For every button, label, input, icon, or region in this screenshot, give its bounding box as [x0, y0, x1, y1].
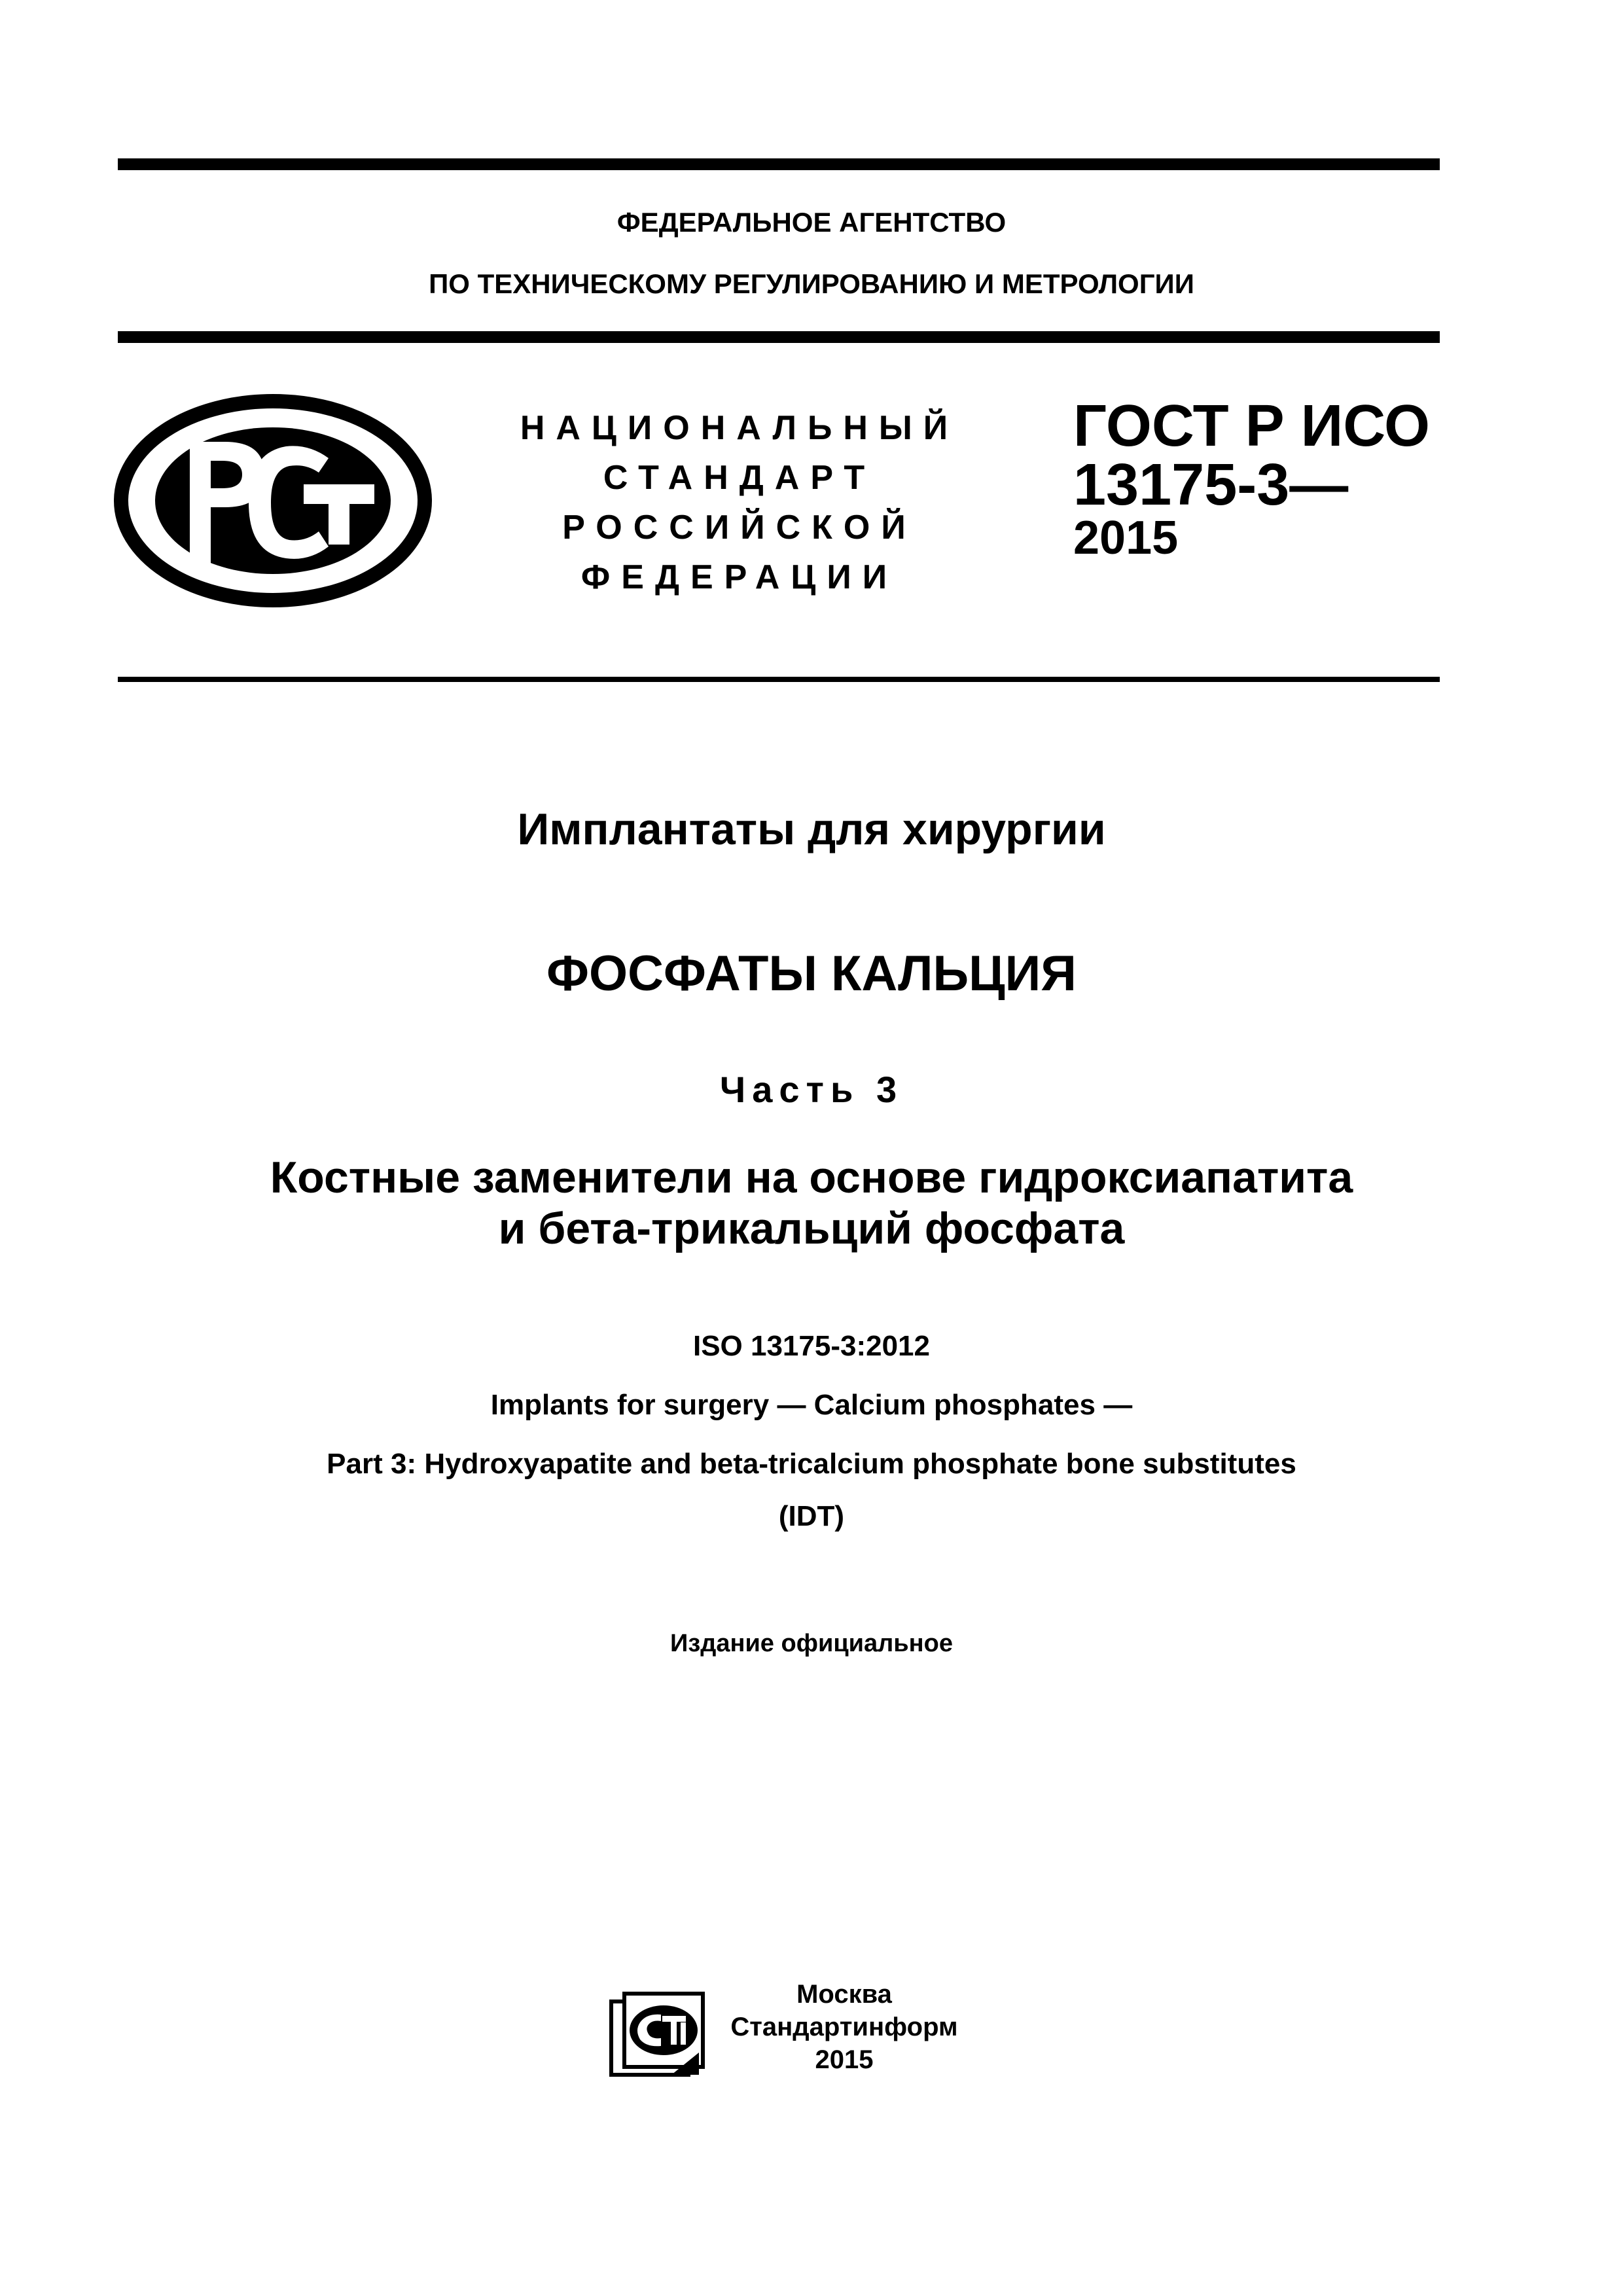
standartinform-logo-icon — [609, 1990, 707, 2085]
gost-designation-line-2: 13175-3— — [1073, 452, 1349, 518]
edition-label: Издание официальное — [670, 1630, 953, 1657]
national-standard-line-2: СТАНДАРТ — [603, 459, 876, 497]
agency-line-1: ФЕДЕРАЛЬНОЕ АГЕНТСТВО — [616, 207, 1007, 238]
subtitle-line-1: Костные заменители на основе гидроксиапатита — [270, 1153, 1353, 1202]
standard-block-bottom-rule — [118, 677, 1440, 682]
subtitle-line-2: и бета-трикальций фосфата — [498, 1204, 1125, 1253]
iso-number: ISO 13175-3:2012 — [692, 1330, 931, 1362]
iso-title-line-1: Implants for surgery — Calcium phosphates — — [490, 1389, 1133, 1421]
agency-bottom-rule — [118, 331, 1440, 343]
iso-degree: (IDT) — [778, 1500, 845, 1532]
publisher-city: Москва — [796, 1980, 892, 2009]
national-standard-line-3: РОССИЙСКОЙ — [562, 509, 917, 547]
gost-designation-line-1: ГОСТ Р ИСО — [1073, 393, 1431, 459]
top-rule — [118, 158, 1440, 170]
national-standard-line-4: ФЕДЕРАЦИИ — [580, 558, 899, 596]
iso-title-line-2: Part 3: Hydroxyapatite and beta-tricalcium phosphate bone substitutes — [327, 1448, 1296, 1480]
main-title: ФОСФАТЫ КАЛЬЦИЯ — [546, 946, 1077, 1001]
gost-designation-line-3: 2015 — [1073, 512, 1179, 564]
publisher-name: Стандартинформ — [730, 2013, 958, 2041]
part-number: Часть 3 — [719, 1069, 904, 1110]
agency-line-2: ПО ТЕХНИЧЕСКОМУ РЕГУЛИРОВАНИЮ И МЕТРОЛОГИИ — [429, 268, 1194, 299]
general-title: Имплантаты для хирургии — [517, 804, 1106, 854]
rst-logo-icon — [113, 393, 433, 609]
national-standard-line-1: НАЦИОНАЛЬНЫЙ — [520, 409, 959, 447]
publisher-year: 2015 — [815, 2045, 874, 2074]
